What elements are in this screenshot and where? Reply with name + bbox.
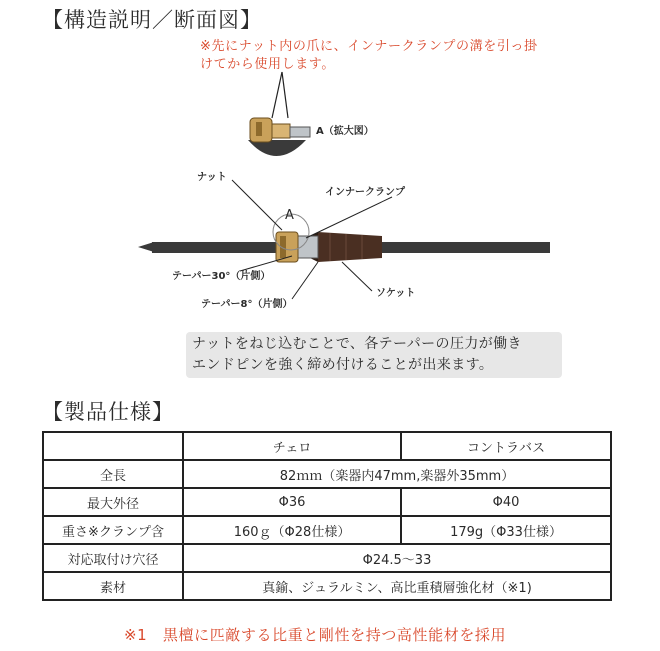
structure-heading: 【構造説明／断面図】 — [42, 8, 262, 32]
table-row — [43, 516, 611, 544]
label-taper30: テーパー30°（片側） — [172, 271, 271, 282]
label-taper8: テーパー8°（片側） — [201, 299, 293, 310]
callout-a: A — [285, 208, 294, 223]
table-row — [43, 572, 611, 600]
zoom-label: A（拡大図） — [316, 126, 374, 137]
endpin-assembly — [138, 214, 550, 262]
header-empty — [43, 432, 183, 460]
row-label: 素材 — [43, 572, 183, 600]
caption-line-2: エンドピンを強く締め付けることが出来ます。 — [192, 357, 494, 373]
table-row — [43, 460, 611, 488]
label-inner-clamp: インナークランプ — [325, 187, 405, 198]
caption-line-1: ナットをねじ込むことで、各テーパーの圧力が働き — [192, 336, 522, 352]
usage-note: ※先にナット内の爪に、インナークランプの溝を引っ掛けてから使用します。 — [200, 39, 538, 72]
mechanism-caption — [186, 332, 562, 378]
bass-value: Φ40 — [401, 488, 611, 516]
table-row — [43, 488, 611, 516]
zoom-detail — [248, 72, 310, 156]
spec-heading: 【製品仕様】 — [42, 400, 174, 424]
row-label: 対応取付け穴径 — [43, 544, 183, 572]
socket-body — [318, 232, 382, 262]
spec-table — [42, 431, 612, 601]
table-row — [43, 544, 611, 572]
label-nut: ナット — [197, 172, 227, 183]
label-socket: ソケット — [376, 288, 416, 299]
row-label: 重さ※クランプ含 — [43, 516, 183, 544]
cello-value: Φ36 — [183, 488, 401, 516]
row-label: 最大外径 — [43, 488, 183, 516]
pin-tip — [138, 242, 154, 252]
header-bass: コントラバス — [401, 432, 611, 460]
cello-value: 160ｇ（Φ28仕様） — [183, 516, 401, 544]
bass-value: 179g（Φ33仕様） — [401, 516, 611, 544]
header-cello: チェロ — [183, 432, 401, 460]
merged-value: 真鍮、ジュラルミン、高比重積層強化材（※1) — [183, 572, 611, 600]
footnote: ※1 黒檀に匹敵する比重と剛性を持つ高性能材を採用 — [124, 626, 507, 644]
table-header-row — [43, 432, 611, 460]
row-label: 全長 — [43, 460, 183, 488]
merged-value: Φ24.5～33 — [183, 544, 611, 572]
merged-value: 82ｍｍ（楽器内47mm,楽器外35mm） — [183, 460, 611, 488]
